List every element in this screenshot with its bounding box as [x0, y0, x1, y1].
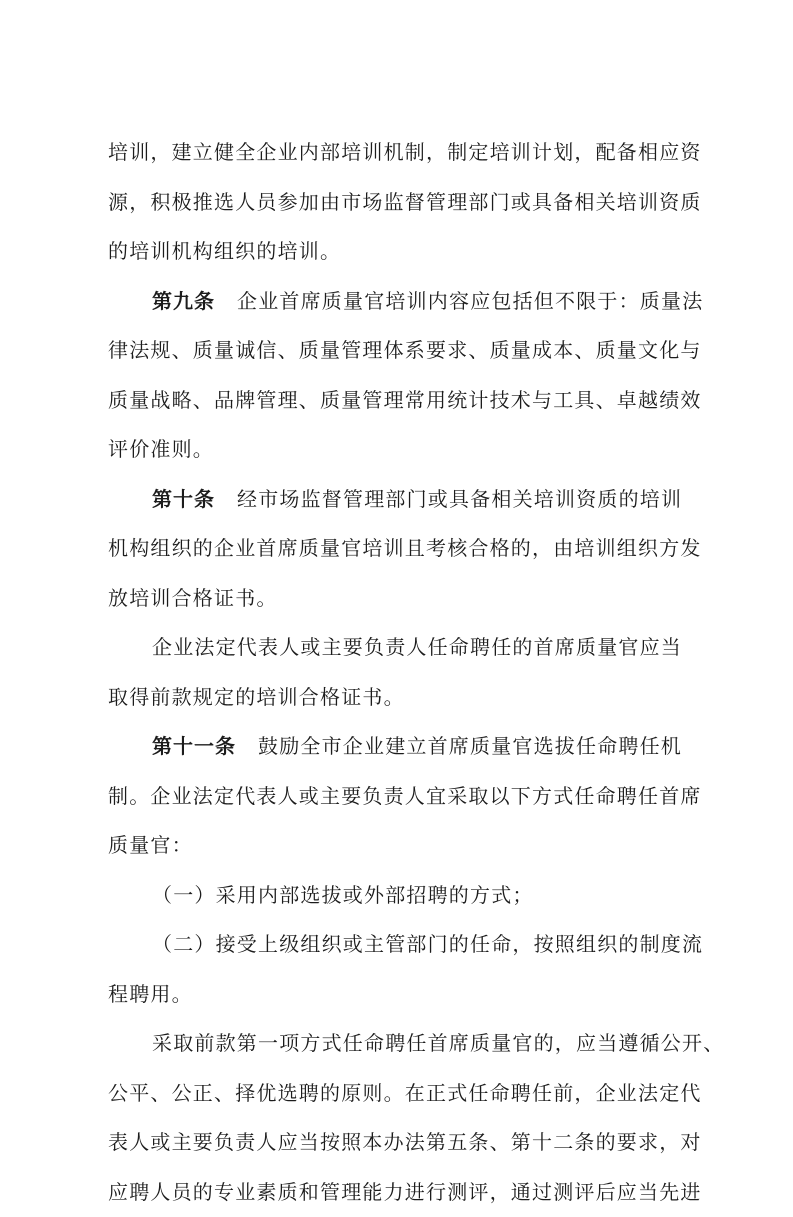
text-line	[108, 1069, 712, 1119]
text-line	[108, 722, 712, 772]
text-line	[108, 871, 712, 921]
text-line	[108, 475, 712, 525]
line-text: 公平、公正、择优选聘的原则。在正式任命聘任前，企业法定代	[108, 1081, 702, 1105]
line-text: 采取前款第一项方式任命聘任首席质量官的，应当遵循公开、	[152, 1031, 724, 1055]
line-text: 鼓励全市企业建立首席质量官选拔任命聘任机	[258, 734, 682, 758]
line-text: 律法规、质量诚信、质量管理体系要求、质量成本、质量文化与	[108, 338, 702, 362]
text-line	[108, 277, 712, 327]
text-line	[108, 970, 712, 1020]
text-line	[108, 178, 712, 228]
line-text: （一）采用内部选拔或外部招聘的方式；	[152, 883, 534, 907]
text-line	[108, 425, 712, 475]
text-line	[108, 1019, 712, 1069]
line-text: 制。企业法定代表人或主要负责人宜采取以下方式任命聘任首席	[108, 784, 702, 808]
text-line	[108, 524, 712, 574]
line-text: 企业首席质量官培训内容应包括但不限于：质量法	[237, 289, 703, 313]
line-text: 应聘人员的专业素质和管理能力进行测评，通过测评后应当先进	[108, 1180, 702, 1204]
text-line	[108, 623, 712, 673]
article-heading: 第九条	[152, 289, 215, 313]
text-line	[108, 1168, 712, 1217]
line-text: 质量官：	[108, 833, 193, 857]
line-text: 取得前款规定的培训合格证书。	[108, 685, 405, 709]
line-text: 程聘用。	[108, 982, 193, 1006]
text-line	[108, 772, 712, 822]
line-text: 培训，建立健全企业内部培训机制，制定培训计划，配备相应资	[108, 140, 702, 164]
text-line	[108, 673, 712, 723]
text-line	[108, 128, 712, 178]
line-text: 质量战略、品牌管理、质量管理常用统计技术与工具、卓越绩效	[108, 388, 702, 412]
document-body	[108, 128, 712, 1217]
line-text: （二）接受上级组织或主管部门的任命，按照组织的制度流	[152, 932, 703, 956]
text-line	[108, 1118, 712, 1168]
line-text: 机构组织的企业首席质量官培训且考核合格的，由培训组织方发	[108, 536, 702, 560]
line-text: 经市场监督管理部门或具备相关培训资质的培训	[237, 487, 682, 511]
line-text: 的培训机构组织的培训。	[108, 239, 341, 263]
article-heading: 第十条	[152, 487, 215, 511]
text-line	[108, 821, 712, 871]
text-line	[108, 574, 712, 624]
line-text: 评价准则。	[108, 437, 214, 461]
line-text: 源，积极推选人员参加由市场监督管理部门或具备相关培训资质	[108, 190, 702, 214]
line-text: 放培训合格证书。	[108, 586, 278, 610]
article-heading: 第十一条	[152, 734, 236, 758]
line-text: 表人或主要负责人应当按照本办法第五条、第十二条的要求，对	[108, 1130, 702, 1154]
text-line	[108, 376, 712, 426]
text-line	[108, 326, 712, 376]
text-line	[108, 227, 712, 277]
text-line	[108, 920, 712, 970]
line-text: 企业法定代表人或主要负责人任命聘任的首席质量官应当	[152, 635, 682, 659]
